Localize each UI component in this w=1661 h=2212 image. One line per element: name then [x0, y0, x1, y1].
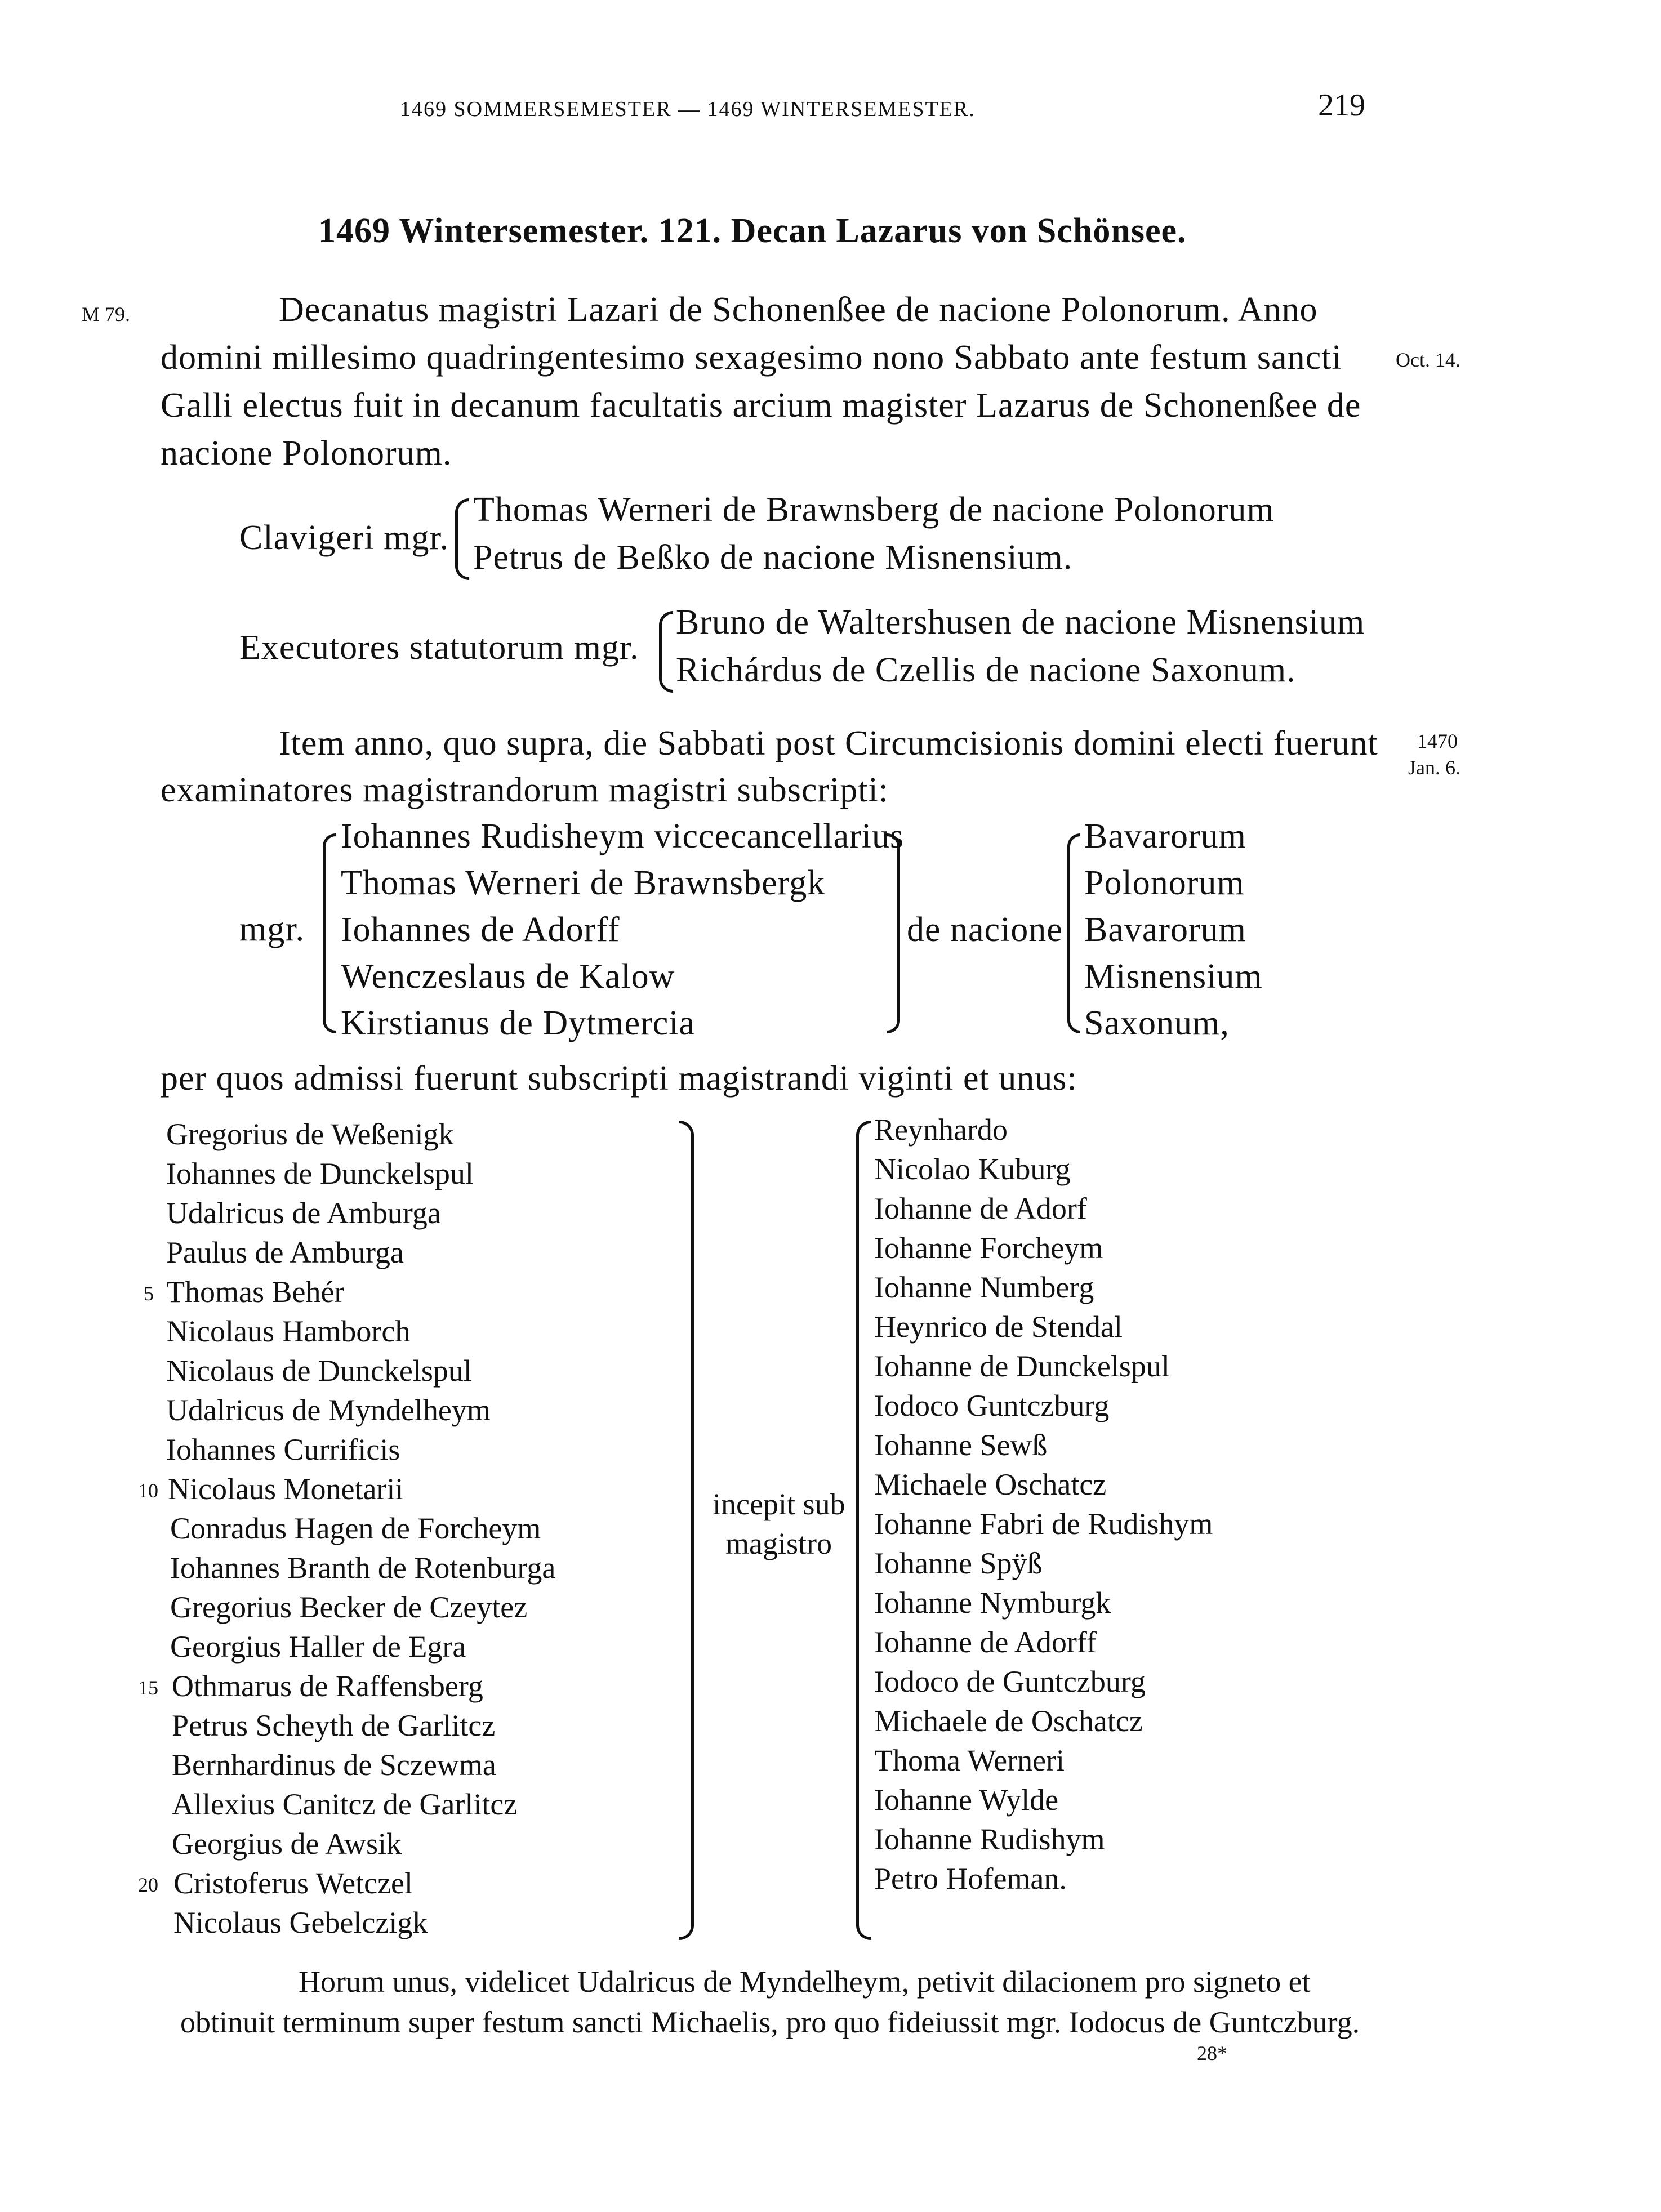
candidate-18: Allexius Canitcz de Garlitcz — [172, 1787, 518, 1821]
candidate-5: Thomas Behér — [166, 1275, 345, 1309]
executores-name-1: Bruno de Waltershusen de nacione Misnensium — [676, 603, 1365, 641]
candidate-13: Gregorius Becker de Czeytez — [170, 1590, 528, 1624]
executores-name-2: Richárdus de Czellis de nacione Saxonum. — [676, 651, 1296, 689]
examinator-name-4: Wenczeslaus de Kalow — [341, 957, 675, 996]
clavigeri-brace — [455, 498, 469, 580]
magister-8: Iodoco Guntczburg — [874, 1389, 1110, 1422]
magister-10: Michaele Oschatcz — [874, 1468, 1107, 1501]
margin-date-jan: Jan. 6. — [1408, 756, 1460, 779]
magister-16: Michaele de Oschatcz — [874, 1704, 1143, 1738]
candidate-6: Nicolaus Hamborch — [166, 1314, 411, 1348]
clavigeri-label: Clavigeri mgr. — [239, 519, 449, 557]
line-number-10: 10 — [138, 1479, 158, 1502]
candidate-3: Udalricus de Amburga — [166, 1196, 441, 1230]
magister-20: Petro Hofeman. — [874, 1862, 1067, 1896]
candidate-8: Udalricus de Myndelheym — [166, 1393, 491, 1427]
margin-date-year: 1470 — [1417, 730, 1458, 752]
item-line-1: Item anno, quo supra, die Sabbati post Circumcisionis domini electi fuerunt — [279, 724, 1378, 762]
line-number-20: 20 — [138, 1874, 158, 1896]
intro-line-4: nacione Polonorum. — [161, 434, 452, 472]
nation-4: Misnensium — [1084, 957, 1263, 996]
candidate-11: Conradus Hagen de Forcheym — [170, 1511, 541, 1545]
intro-line-1: Decanatus magistri Lazari de Schonenßee de nacione Polonorum. Anno — [279, 291, 1318, 329]
magister-11: Iohanne Fabri de Rudishym — [874, 1507, 1213, 1541]
examinatores-brace-left — [323, 833, 336, 1033]
candidate-20: Cristoferus Wetczel — [173, 1866, 413, 1900]
examinator-name-5: Kirstianus de Dytmercia — [341, 1004, 696, 1042]
candidate-15: Othmarus de Raffensberg — [172, 1669, 483, 1703]
examinatores-brace-right — [887, 833, 900, 1033]
candidate-1: Gregorius de Weßenigk — [166, 1117, 454, 1151]
candidates-brace — [679, 1121, 694, 1940]
section-title: 1469 Wintersemester. 121. Decan Lazarus von Schönsee. — [318, 212, 1187, 250]
magister-2: Nicolao Kuburg — [874, 1152, 1071, 1186]
item-line-2: examinatores magistrandorum magistri subscripti: — [161, 771, 889, 809]
examinatores-nacione-label: de nacione — [907, 911, 1063, 949]
candidate-4: Paulus de Amburga — [166, 1236, 404, 1269]
manuscript-reference: M 79. — [82, 303, 131, 325]
candidate-7: Nicolaus de Dunckelspul — [166, 1354, 472, 1388]
candidate-10: Nicolaus Monetarii — [168, 1472, 404, 1506]
page-number: 219 — [1318, 88, 1365, 123]
magister-19: Iohanne Rudishym — [874, 1822, 1105, 1856]
clavigeri-name-2: Petrus de Beßko de nacione Misnensium. — [473, 538, 1073, 577]
closing-line-1: Horum unus, videlicet Udalricus de Myndelheym, petivit dilacionem pro signeto et — [299, 1965, 1311, 1999]
magistri-brace — [856, 1121, 871, 1940]
candidate-21: Nicolaus Gebelczigk — [173, 1906, 428, 1939]
magister-6: Heynrico de Stendal — [874, 1310, 1123, 1344]
magister-4: Iohanne Forcheym — [874, 1231, 1103, 1265]
candidate-19: Georgius de Awsik — [172, 1827, 402, 1861]
magister-5: Iohanne Numberg — [874, 1270, 1094, 1304]
running-title: 1469 SOMMERSEMESTER — 1469 WINTERSEMESTER. — [400, 97, 976, 121]
closing-line-2: obtinuit terminum super festum sancti Michaelis, pro quo fideiussit mgr. Iodocus de Guntczburg. — [180, 2005, 1360, 2039]
magister-7: Iohanne de Dunckelspul — [874, 1349, 1170, 1383]
magister-15: Iodoco de Guntczburg — [874, 1665, 1146, 1698]
magister-9: Iohanne Sewß — [874, 1428, 1048, 1462]
candidate-14: Georgius Haller de Egra — [170, 1630, 466, 1664]
candidate-12: Iohannes Branth de Rotenburga — [170, 1551, 556, 1585]
nation-2: Polonorum — [1084, 864, 1245, 902]
margin-date-oct: Oct. 14. — [1396, 349, 1460, 371]
line-number-5: 5 — [144, 1282, 154, 1305]
incepit-sub-label: incepit sub — [713, 1487, 845, 1521]
magister-17: Thoma Werneri — [874, 1743, 1065, 1777]
executores-label: Executores statutorum mgr. — [239, 628, 639, 667]
magister-3: Iohanne de Adorf — [874, 1192, 1087, 1225]
magister-14: Iohanne de Adorff — [874, 1625, 1097, 1659]
line-number-15: 15 — [138, 1676, 158, 1699]
examinator-name-3: Iohannes de Adorff — [341, 911, 620, 949]
intro-line-3: Galli electus fuit in decanum facultatis arcium magister Lazarus de Schonenßee de — [161, 386, 1361, 425]
nation-5: Saxonum, — [1084, 1004, 1230, 1042]
nation-1: Bavarorum — [1084, 817, 1246, 855]
signature-mark: 28* — [1197, 2042, 1227, 2064]
magister-12: Iohanne Spÿß — [874, 1546, 1043, 1580]
candidate-17: Bernhardinus de Sczewma — [172, 1748, 496, 1782]
nation-3: Bavarorum — [1084, 911, 1246, 949]
candidate-2: Iohannes de Dunckelspul — [166, 1157, 474, 1190]
nations-brace — [1067, 833, 1080, 1033]
examinatores-label: mgr. — [239, 910, 305, 948]
executores-brace — [659, 611, 673, 693]
clavigeri-name-1: Thomas Werneri de Brawnsberg de nacione Polonorum — [473, 490, 1275, 529]
magister-13: Iohanne Nymburgk — [874, 1586, 1111, 1620]
candidate-9: Iohannes Currificis — [166, 1433, 400, 1466]
examinator-name-1: Iohannes Rudisheym viccecancellarius — [341, 817, 905, 855]
magistro-label: magistro — [725, 1527, 832, 1560]
per-quos-line: per quos admissi fuerunt subscripti magistrandi viginti et unus: — [161, 1059, 1077, 1098]
intro-line-2: domini millesimo quadringentesimo sexagesimo nono Sabbato ante festum sancti — [161, 338, 1342, 377]
magister-18: Iohanne Wylde — [874, 1783, 1059, 1817]
examinator-name-2: Thomas Werneri de Brawnsbergk — [341, 864, 826, 902]
magister-1: Reynhardo — [874, 1113, 1008, 1147]
candidate-16: Petrus Scheyth de Garlitcz — [172, 1709, 496, 1742]
